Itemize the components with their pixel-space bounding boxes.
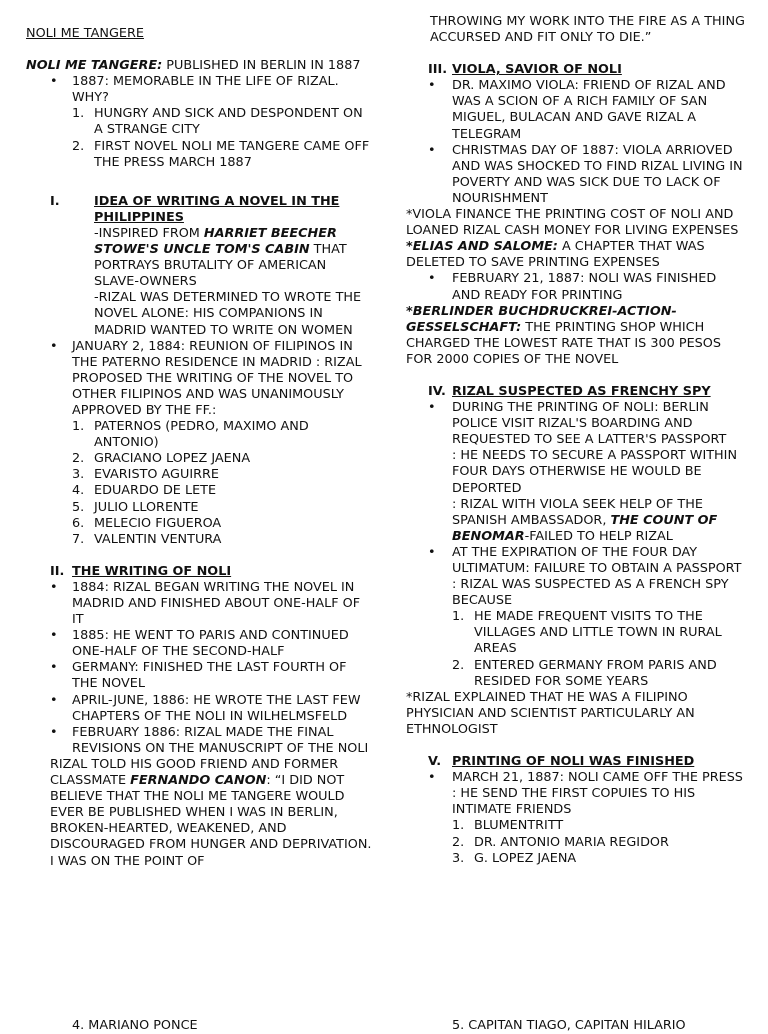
section-title: VIOLA, SAVIOR OF NOLI: [452, 62, 622, 78]
bullet-text: 1887: MEMORABLE IN THE LIFE OF RIZAL. WHY?: [72, 74, 339, 106]
ambassador-text-2: -FAILED TO HELP RIZAL: [524, 528, 673, 544]
bullet-text-2: : HE NEEDS TO SECURE A PASSPORT WITHIN FOUR DAYS OTHERWISE HE WOULD BE DEPORTED: [452, 448, 738, 496]
list-text: EVARISTO AGUIRRE: [94, 467, 219, 483]
bullet-text: 1885: HE WENT TO PARIS AND CONTINUED ONE-HALF OF THE SECOND-HALF: [72, 628, 349, 660]
bullet-text: • DURING THE PRINTING OF NOLI: BERLIN POLICE VISIT RIZAL'S BOARDING AND REQUESTED TO SEE A LATTER'S PASSPORT: [452, 400, 727, 448]
list-number: 1.: [72, 106, 85, 122]
clipped-list-item-left: 4. MARIANO PONCE: [72, 1018, 198, 1033]
bullet-text: 1884: RIZAL BEGAN WRITING THE NOVEL IN MADRID AND FINISHED ABOUT ONE-HALF OF IT: [72, 579, 361, 628]
bullet-text: JANUARY 2, 1884: REUNION OF FILIPINOS IN THE PATERNO RESIDENCE IN MADRID : RIZAL PROPOSED THE WRITING OF THE NOVEL TO OTHER FILIPINOS AND WAS UNANIMOUSLY APPROVED BY THE FF.:: [72, 338, 362, 418]
right-column: [406, 14, 746, 867]
bullet-text: • AT THE EXPIRATION OF THE FOUR DAY ULTIMATUM: FAILURE TO OBTAIN A PASSPORT: [452, 544, 742, 576]
bullet-text: CHRISTMAS DAY OF 1887: VIOLA ARRIOVED AND WAS SHOCKED TO FIND RIZAL LIVING IN POVERTY AND WAS SICK DUE TO LACK OF NOURISHMENT: [452, 142, 743, 206]
shop-text: THE PRINTING SHOP WHICH CHARGED THE LOWEST RATE THAT IS 300 PESOS FOR 2000 COPIES OF THE NOVEL: [406, 319, 721, 367]
section-title: IDEA OF WRITING A NOVEL IN THE PHILIPPINES: [94, 193, 340, 225]
list-item: [406, 835, 746, 851]
section-title: PRINTING OF NOLI WAS FINISHED: [452, 754, 695, 770]
list-item: [26, 532, 374, 548]
intro-paragraph: [26, 58, 374, 74]
elias-text: A CHAPTER THAT WAS DELETED TO SAVE PRINTING EXPENSES: [406, 239, 705, 271]
bullet-text-2: : HE SEND THE FIRST COPUIES TO HIS INTIMATE FRIENDS: [452, 786, 696, 818]
list-number: 2.: [72, 138, 85, 154]
list-number: 1.: [452, 609, 465, 625]
explained-note: *RIZAL EXPLAINED THAT HE WAS A FILIPINO PHYSICIAN AND SCIENTIST PARTICULARLY AN ETHNOLOGIST: [406, 689, 695, 737]
list-text: HUNGRY AND SICK AND DESPONDENT ON A STRANGE CITY: [94, 106, 363, 138]
quote-bold: FERNANDO CANON: [130, 773, 267, 789]
list-number: 2.: [452, 657, 465, 673]
list-text: G. LOPEZ JAENA: [474, 850, 577, 866]
list-item: [26, 419, 374, 451]
list-number: 2.: [452, 834, 465, 850]
bullet-january: [26, 339, 374, 419]
section-title: RIZAL SUSPECTED AS FRENCHY SPY: [452, 383, 711, 399]
inspired-text-2: THAT PORTRAYS BRUTALITY OF AMERICAN SLAVE-OWNERS: [94, 242, 347, 290]
shop-bold: *BERLINDER BUCHDRUCKREI-ACTION-GESSELSCHAFT:: [406, 303, 677, 335]
list-text: EDUARDO DE LETE: [94, 483, 217, 499]
list-text: GRACIANO LOPEZ JAENA: [94, 451, 251, 467]
ambassador-bold: THE COUNT OF BENOMAR: [452, 512, 718, 544]
quote-text: RIZAL TOLD HIS GOOD FRIEND AND FORMER CLASSMATE: [50, 756, 339, 789]
list-item: [406, 271, 746, 303]
list-text: MELECIO FIGUEROA: [94, 515, 222, 531]
list-number: 7.: [72, 531, 85, 547]
canon-quote-paragraph: [26, 757, 374, 870]
bullet-text: • MARCH 21, 1887: NOLI CAME OFF THE PRESS: [452, 770, 743, 786]
list-item: [26, 106, 374, 138]
list-item: [26, 516, 374, 532]
list-item: [406, 609, 746, 657]
list-text: JULIO LLORENTE: [94, 499, 199, 515]
printing-shop-note: [406, 304, 746, 368]
bullet-text: FEBRUARY 21, 1887: NOLI WAS FINISHED AND READY FOR PRINTING: [452, 271, 717, 303]
section-heading-2: [26, 564, 374, 580]
elias-bold: *ELIAS AND SALOME:: [406, 239, 558, 255]
section-number: I.: [50, 193, 60, 209]
list-text: VALENTIN VENTURA: [94, 531, 222, 547]
section-number: III.: [428, 62, 448, 78]
list-item: [406, 851, 746, 867]
section-heading-4: [406, 384, 746, 400]
list-number: 1.: [72, 419, 85, 435]
list-text: HE MADE FREQUENT VISITS TO THE VILLAGES AND LITTLE TOWN IN RURAL AREAS: [474, 609, 722, 657]
section-heading-5: [406, 754, 746, 770]
section-number: IV.: [428, 383, 446, 399]
section-heading-3: [406, 62, 746, 78]
list-number: 2.: [72, 451, 85, 467]
bullet-text: FEBRUARY 1886: RIZAL MADE THE FINAL REVISIONS ON THE MANUSCRIPT OF THE NOLI: [72, 724, 369, 756]
intro-bold: NOLI ME TANGERE:: [26, 58, 163, 74]
list-text: DR. ANTONIO MARIA REGIDOR: [474, 834, 669, 850]
list-number: 5.: [72, 499, 85, 515]
list-item: [26, 467, 374, 483]
intro-text: PUBLISHED IN BERLIN IN 1887: [162, 58, 361, 74]
left-column: [26, 26, 374, 870]
list-number: 3.: [452, 850, 465, 866]
bullet-1887: [26, 74, 374, 106]
list-item: [406, 818, 746, 834]
list-item: [406, 545, 746, 609]
list-number: 6.: [72, 515, 85, 531]
list-text: ENTERED GERMANY FROM PARIS AND RESIDED FOR SOME YEARS: [474, 657, 717, 689]
determined-paragraph: -RIZAL WAS DETERMINED TO WROTE THE NOVEL ALONE: HIS COMPANIONS IN MADRID WANTED TO WRITE ON WOMEN: [94, 290, 362, 338]
list-item: [406, 658, 746, 690]
inspired-text: -INSPIRED FROM: [94, 225, 204, 241]
list-item: [26, 500, 374, 516]
list-number: 4.: [72, 483, 85, 499]
section-title: THE WRITING OF NOLI: [72, 563, 232, 579]
quote-continuation: THROWING MY WORK INTO THE FIRE AS A THING ACCURSED AND FIT ONLY TO DIE.”: [430, 14, 745, 46]
list-text: FIRST NOVEL NOLI ME TANGERE CAME OFF THE PRESS MARCH 1887: [94, 138, 370, 170]
list-item: [406, 143, 746, 207]
list-text: BLUMENTRITT: [474, 818, 564, 834]
list-text: PATERNOS (PEDRO, MAXIMO AND ANTONIO): [94, 419, 309, 451]
elias-note: [406, 239, 746, 271]
list-number: 3.: [72, 467, 85, 483]
bullet-text-2: : RIZAL WAS SUSPECTED AS A FRENCH SPY BECAUSE: [452, 577, 729, 609]
list-item: [26, 580, 374, 628]
list-item: [26, 693, 374, 725]
quote-text-2: : “I DID NOT BELIEVE THAT THE NOLI ME TANGERE WOULD EVER BE PUBLISHED WHEN I WAS IN BERLIN, BROKEN-HEARTED, WEAKENED, AND DISCOURAGED FROM HUNGER AND DEPRIVATION. I WAS ON THE POINT OF: [50, 773, 372, 869]
list-item: [26, 628, 374, 660]
list-item: [406, 78, 746, 142]
clipped-list-item-right: 5. CAPITAN TIAGO, CAPITAN HILARIO: [452, 1018, 686, 1033]
list-item: [26, 725, 374, 757]
ambassador-text: : RIZAL WITH VIOLA SEEK HELP OF THE SPANISH AMBASSADOR,: [452, 496, 703, 528]
list-item: [26, 139, 374, 171]
bullet-text: GERMANY: FINISHED THE LAST FOURTH OF THE NOVEL: [72, 660, 347, 692]
document-title: NOLI ME TANGERE: [26, 26, 144, 41]
list-item: [406, 770, 746, 818]
section-number: II.: [50, 563, 65, 579]
section-number: V.: [428, 754, 442, 770]
list-item: [26, 483, 374, 499]
bullet-text: DR. MAXIMO VIOLA: FRIEND OF RIZAL AND WAS A SCION OF A RICH FAMILY OF SAN MIGUEL, BULACAN AND GAVE RIZAL A TELEGRAM: [452, 78, 726, 142]
list-number: 1.: [452, 818, 465, 834]
inspired-paragraph: [26, 226, 374, 290]
inspired-bold: HARRIET BEECHER STOWE'S UNCLE TOM'S CABIN: [94, 225, 337, 258]
section-heading-1: [26, 194, 374, 226]
list-item: [406, 400, 746, 545]
list-item: [26, 660, 374, 692]
bullet-text: APRIL-JUNE, 1886: HE WROTE THE LAST FEW CHAPTERS OF THE NOLI IN WILHELMSFELD: [72, 692, 361, 724]
finance-note: *VIOLA FINANCE THE PRINTING COST OF NOLI AND LOANED RIZAL CASH MONEY FOR LIVING EXPENSES: [406, 207, 739, 239]
bullet-text-3: [452, 497, 746, 545]
list-item: [26, 451, 374, 467]
